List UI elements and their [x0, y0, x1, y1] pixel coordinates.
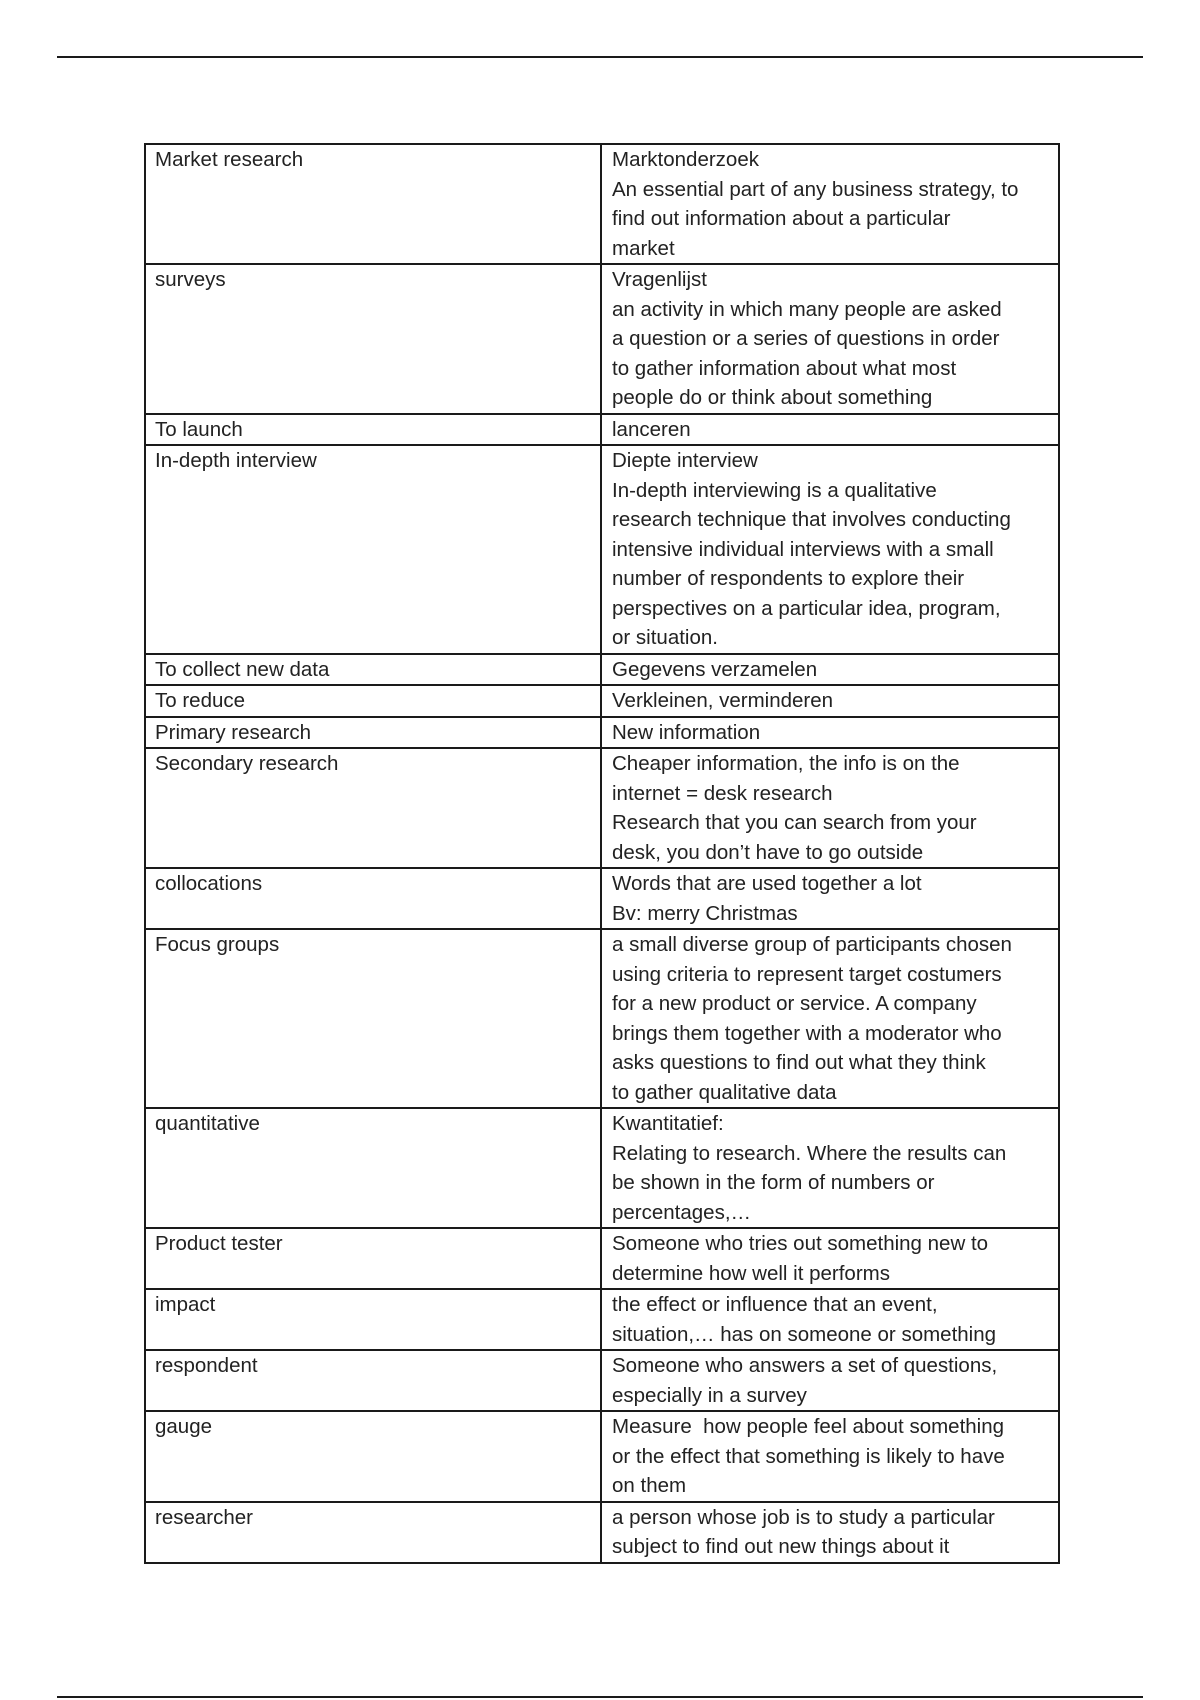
- definition-line: Words that are used together a lot: [612, 872, 922, 895]
- term-cell: [145, 1411, 601, 1502]
- term-cell: [145, 1350, 601, 1411]
- term-cell: [145, 748, 601, 868]
- definition-cell: [601, 1108, 1059, 1228]
- definition-line: Cheaper information, the info is on the: [612, 752, 960, 775]
- definition-line: Research that you can search from your: [612, 811, 977, 834]
- definition-line: Gegevens verzamelen: [612, 657, 818, 681]
- term-text: gauge: [155, 1415, 213, 1438]
- definition-line: on them: [612, 1474, 687, 1497]
- definition-cell: [601, 414, 1059, 446]
- term-cell: [145, 717, 601, 749]
- term-cell: [145, 1108, 601, 1228]
- definition-line: Relating to research. Where the results can: [612, 1141, 1007, 1165]
- definition-line: Marktonderzoek: [612, 148, 759, 171]
- definition-line: be shown in the form of numbers or: [612, 1171, 935, 1194]
- definition-line: or the effect that something is likely to have: [612, 1444, 1005, 1468]
- header-rule: [57, 56, 1143, 58]
- table-row: [145, 685, 1059, 717]
- term-text: Primary research: [155, 720, 312, 744]
- definition-line: a small diverse group of participants chosen: [612, 933, 1012, 956]
- definition-cell: [601, 717, 1059, 749]
- table-row: [145, 748, 1059, 868]
- definition-line: percentages,…: [612, 1200, 752, 1224]
- definition-line: internet = desk research: [612, 781, 833, 805]
- definition-line: using criteria to represent target costumers: [612, 962, 1002, 986]
- term-cell: [145, 144, 601, 264]
- vocabulary-table: [144, 143, 1060, 1564]
- definition-line: a question or a series of questions in order: [612, 327, 1000, 350]
- term-cell: [145, 445, 601, 654]
- definition-cell: [601, 748, 1059, 868]
- term-text: surveys: [155, 268, 226, 291]
- definition-line: or situation.: [612, 626, 718, 649]
- table-row: [145, 445, 1059, 654]
- term-text: To collect new data: [155, 657, 330, 681]
- table-row: [145, 1289, 1059, 1350]
- definition-cell: [601, 1350, 1059, 1411]
- definition-line: Bv: merry Christmas: [612, 901, 798, 925]
- term-cell: [145, 929, 601, 1108]
- definition-line: subject to find out new things about it: [612, 1535, 950, 1558]
- definition-line: research technique that involves conducting: [612, 508, 1011, 531]
- table-row: [145, 1108, 1059, 1228]
- definition-cell: [601, 1228, 1059, 1289]
- term-text: Market research: [155, 148, 304, 171]
- definition-line: lanceren: [612, 417, 691, 441]
- term-cell: [145, 1502, 601, 1563]
- table-row: [145, 717, 1059, 749]
- term-text: To launch: [155, 417, 243, 441]
- term-text: To reduce: [155, 689, 246, 712]
- table-row: [145, 414, 1059, 446]
- definition-cell: [601, 144, 1059, 264]
- definition-line: number of respondents to explore their: [612, 567, 965, 590]
- table-row: [145, 144, 1059, 264]
- definition-line: Someone who answers a set of questions,: [612, 1354, 998, 1377]
- table-row: [145, 654, 1059, 686]
- definition-line: situation,… has on someone or something: [612, 1322, 997, 1346]
- table-row: [145, 1411, 1059, 1502]
- definition-line: New information: [612, 720, 761, 744]
- table-row: [145, 1350, 1059, 1411]
- term-cell: [145, 1228, 601, 1289]
- term-text: respondent: [155, 1354, 258, 1377]
- definition-line: perspectives on a particular idea, program,: [612, 596, 1001, 620]
- definition-line: a person whose job is to study a particular: [612, 1505, 995, 1529]
- definition-line: Measure how people feel about something: [612, 1415, 1005, 1438]
- definition-cell: [601, 1411, 1059, 1502]
- term-text: Product tester: [155, 1232, 283, 1255]
- term-cell: [145, 868, 601, 929]
- term-cell: [145, 685, 601, 717]
- term-text: In-depth interview: [155, 449, 317, 472]
- definition-line: desk, you don’t have to go outside: [612, 840, 924, 864]
- definition-line: determine how well it performs: [612, 1261, 890, 1285]
- definition-line: An essential part of any business strategy, to: [612, 177, 1019, 201]
- term-cell: [145, 654, 601, 686]
- definition-line: Vragenlijst: [612, 268, 707, 291]
- term-cell: [145, 1289, 601, 1350]
- definition-line: to gather qualitative data: [612, 1080, 837, 1104]
- table-row: [145, 1228, 1059, 1289]
- table-row: [145, 1502, 1059, 1563]
- term-text: quantitative: [155, 1112, 260, 1135]
- table-row: [145, 929, 1059, 1108]
- term-text: researcher: [155, 1505, 253, 1529]
- definition-cell: [601, 868, 1059, 929]
- definition-line: to gather information about what most: [612, 356, 957, 380]
- definition-line: Someone who tries out something new to: [612, 1232, 989, 1255]
- definition-line: intensive individual interviews with a small: [612, 537, 994, 561]
- definition-cell: [601, 654, 1059, 686]
- table-row: [145, 868, 1059, 929]
- definition-line: market: [612, 236, 675, 260]
- definition-cell: [601, 1502, 1059, 1563]
- definition-cell: [601, 685, 1059, 717]
- definition-line: Kwantitatief:: [612, 1112, 724, 1135]
- term-text: Secondary research: [155, 752, 339, 775]
- definition-line: Diepte interview: [612, 449, 758, 472]
- definition-line: brings them together with a moderator who: [612, 1021, 1002, 1045]
- definition-line: especially in a survey: [612, 1383, 807, 1407]
- definition-line: people do or think about something: [612, 386, 933, 409]
- table-row: [145, 264, 1059, 414]
- definition-cell: [601, 929, 1059, 1108]
- term-cell: [145, 264, 601, 414]
- definition-line: an activity in which many people are asked: [612, 297, 1002, 321]
- term-text: collocations: [155, 872, 263, 895]
- definition-line: the effect or influence that an event,: [612, 1293, 938, 1316]
- definition-cell: [601, 264, 1059, 414]
- term-text: Focus groups: [155, 933, 280, 956]
- definition-line: find out information about a particular: [612, 207, 951, 230]
- definition-line: asks questions to find out what they think: [612, 1051, 986, 1074]
- footer-rule: [57, 1696, 1143, 1698]
- term-cell: [145, 414, 601, 446]
- vocabulary-table-body: [145, 144, 1059, 1563]
- definition-cell: [601, 445, 1059, 654]
- definition-line: Verkleinen, verminderen: [612, 689, 834, 712]
- definition-cell: [601, 1289, 1059, 1350]
- term-text: impact: [155, 1293, 216, 1316]
- definition-line: for a new product or service. A company: [612, 992, 977, 1015]
- definition-line: In-depth interviewing is a qualitative: [612, 478, 937, 502]
